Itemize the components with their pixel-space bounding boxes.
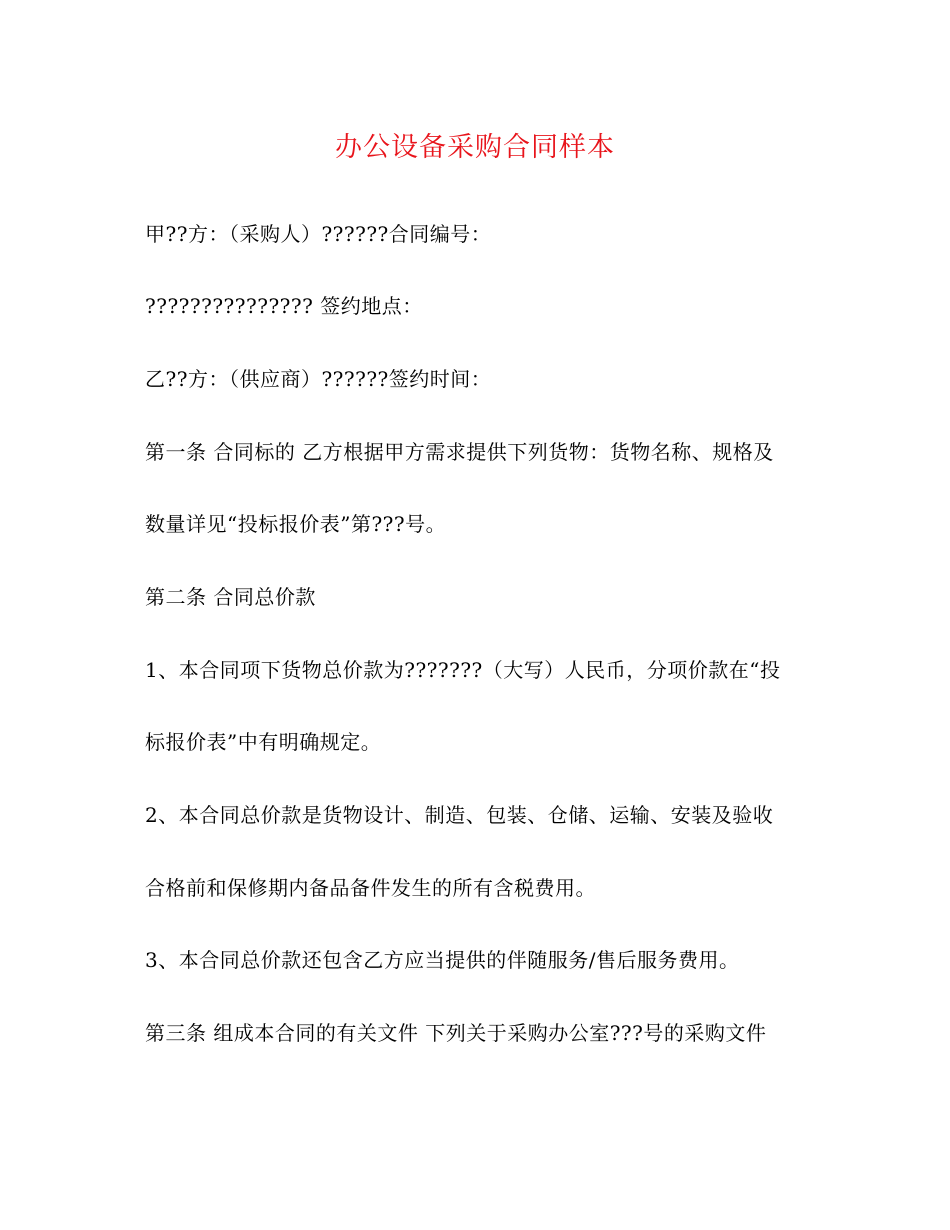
article-1-line-2: 数量详见“投标报价表”第???号。 [145, 512, 447, 536]
article-2-heading: 第二条 合同总价款 [145, 585, 316, 609]
article-1-line-1: 第一条 合同标的 乙方根据甲方需求提供下列货物：货物名称、规格及 [145, 440, 774, 464]
clause-2-line-2: 合格前和保修期内备品备件发生的所有含税费用。 [145, 876, 596, 900]
clause-1-line-2: 标报价表”中有明确规定。 [145, 730, 382, 754]
party-b-line: 乙??方：（供应商）??????签约时间： [145, 367, 492, 391]
party-a-line: 甲??方：（采购人）??????合同编号： [145, 222, 492, 246]
signing-place-line: ??????????????? 签约地点： [145, 294, 423, 318]
clause-3-line: 3、本合同总价款还包含乙方应当提供的伴随服务/售后服务费用。 [145, 948, 740, 972]
clause-1-line-1: 1、本合同项下货物总价款为???????（大写）人民币，分项价款在“投 [145, 658, 781, 682]
document-title: 办公设备采购合同样本 [335, 132, 615, 163]
clause-2-line-1: 2、本合同总价款是货物设计、制造、包装、仓储、运输、安装及验收 [145, 803, 774, 827]
article-3-line-1: 第三条 组成本合同的有关文件 下列关于采购办公室???号的采购文件 [145, 1021, 767, 1045]
